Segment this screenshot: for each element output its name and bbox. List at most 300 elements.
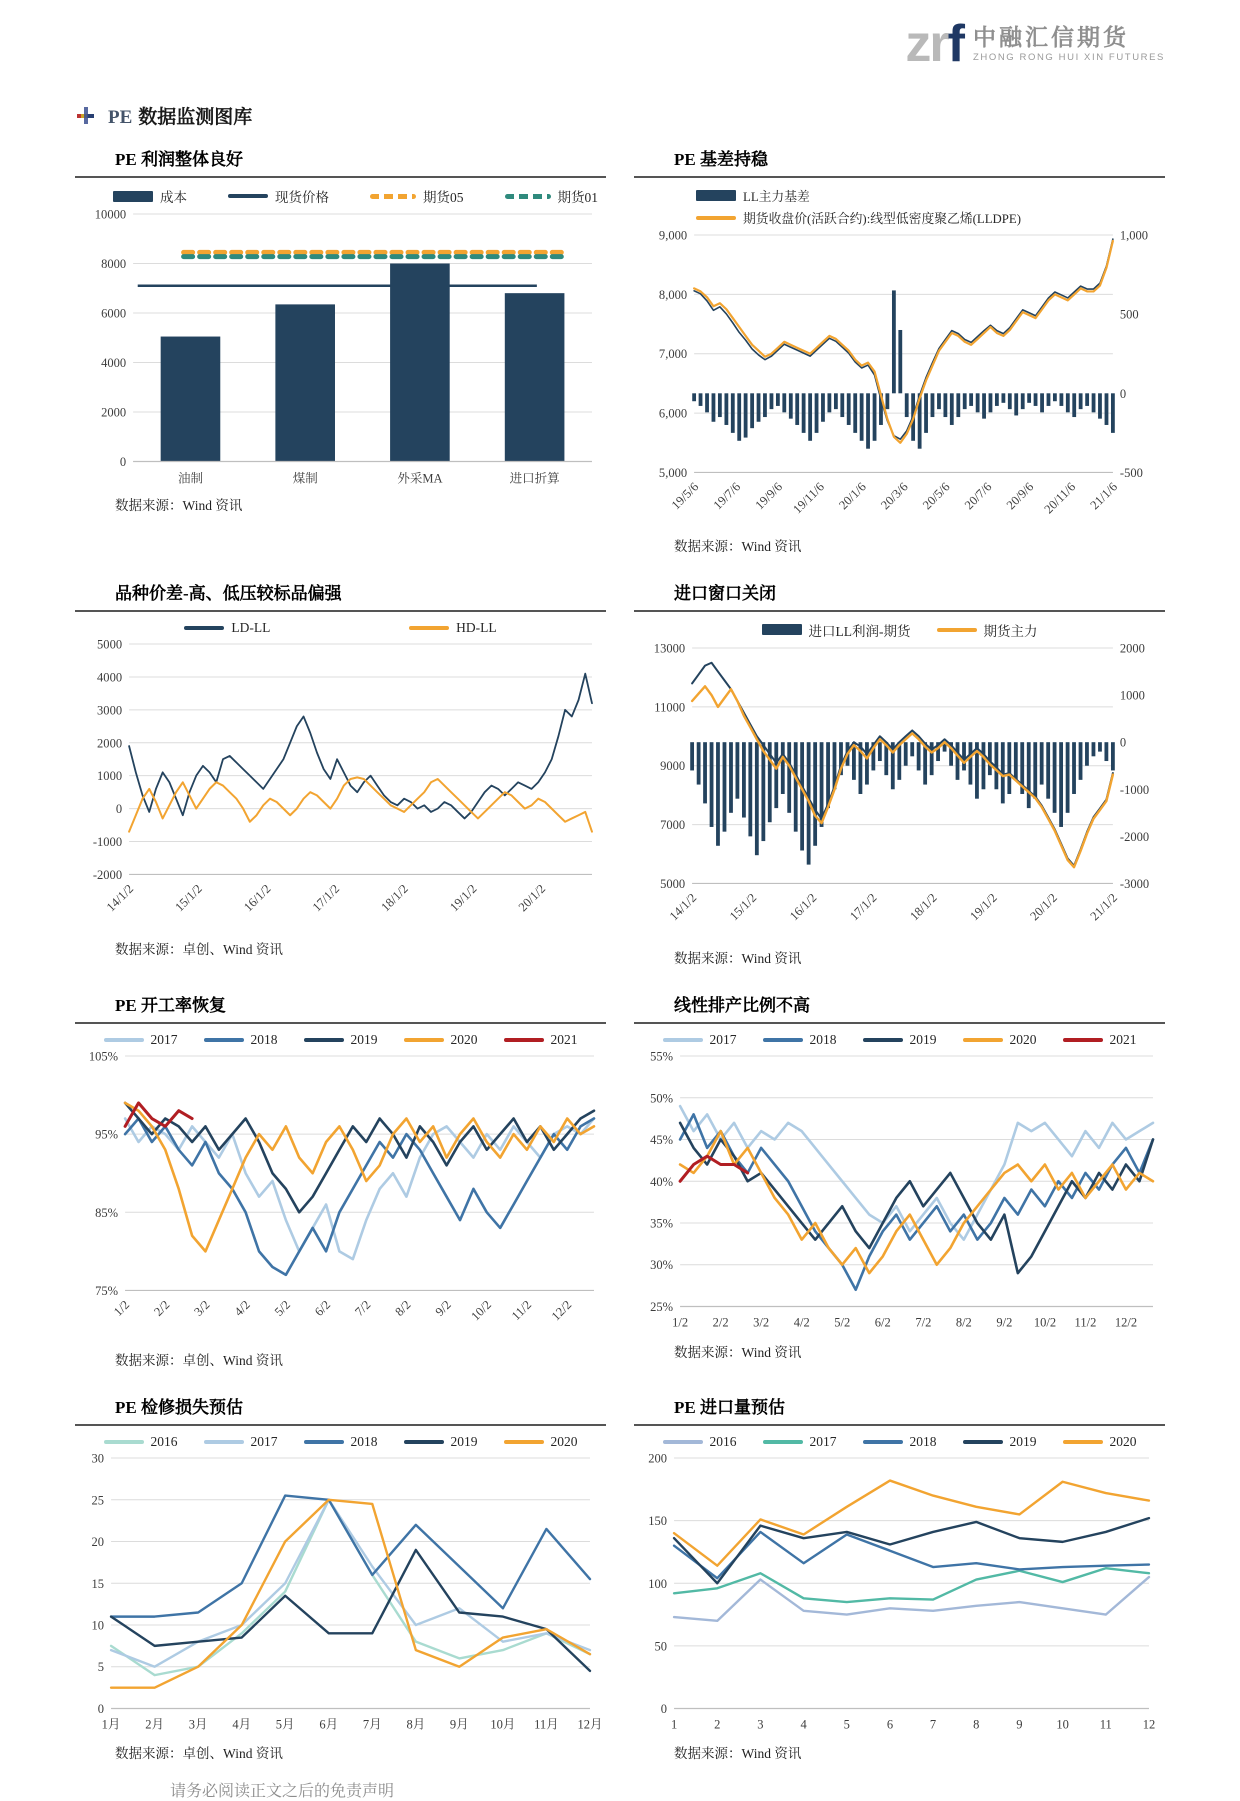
series-2016 xyxy=(111,1499,590,1674)
svg-text:4/2: 4/2 xyxy=(231,1297,253,1320)
legend-swatch-line-icon xyxy=(963,1038,1003,1042)
svg-text:6: 6 xyxy=(886,1717,894,1732)
svg-text:14/1/2: 14/1/2 xyxy=(666,890,700,923)
page-header xyxy=(75,15,1165,96)
svg-text:0: 0 xyxy=(97,1701,105,1716)
gridlines xyxy=(674,1458,1149,1708)
section-title-cn: 数据监测图库 xyxy=(138,107,253,128)
svg-text:油制: 油制 xyxy=(178,471,204,486)
chart-legend xyxy=(75,1032,606,1048)
legend-label: 2017 xyxy=(809,1433,837,1449)
legend-label: 2018 xyxy=(250,1032,278,1048)
legend-item xyxy=(370,186,464,206)
svg-text:10: 10 xyxy=(91,1618,105,1633)
legend-swatch-line-icon xyxy=(404,1440,444,1444)
svg-text:0: 0 xyxy=(115,801,123,816)
legend-label: 2021 xyxy=(1109,1032,1137,1048)
legend-label: 期货主力 xyxy=(983,623,1038,639)
legend-item xyxy=(504,1434,578,1450)
legend-swatch-line-icon xyxy=(184,626,224,630)
svg-text:55%: 55% xyxy=(650,1049,674,1064)
chart-svg xyxy=(75,636,606,937)
chart-source: 数据来源：Wind 资讯 xyxy=(674,538,802,554)
svg-text:2000: 2000 xyxy=(97,735,123,750)
svg-text:0: 0 xyxy=(1119,735,1127,750)
y-axis-left xyxy=(92,1451,105,1715)
svg-text:19/1/2: 19/1/2 xyxy=(967,890,1000,923)
svg-text:0: 0 xyxy=(660,1701,668,1716)
chart-title: 品种价差-高、低压较标品偏强 xyxy=(115,583,342,603)
legend-label: 期货05 xyxy=(423,190,464,205)
svg-text:19/7/6: 19/7/6 xyxy=(710,479,744,513)
legend-label: 2017 xyxy=(250,1433,278,1449)
section-title-pe: PE xyxy=(108,107,133,128)
svg-text:-3000: -3000 xyxy=(1119,876,1150,891)
svg-text:9/2: 9/2 xyxy=(996,1315,1013,1330)
legend-swatch-line-icon xyxy=(304,1038,344,1042)
section-heading xyxy=(77,102,1165,129)
svg-text:200: 200 xyxy=(648,1451,668,1466)
legend-item xyxy=(963,1434,1037,1450)
title-rule xyxy=(634,1424,1165,1426)
legend-label: 2021 xyxy=(550,1032,578,1048)
chart-svg xyxy=(634,227,1165,533)
chart-title: PE 检修损失预估 xyxy=(115,1397,243,1417)
svg-text:19/9/6: 19/9/6 xyxy=(752,479,786,513)
chart-legend xyxy=(634,620,1165,640)
svg-text:11/2: 11/2 xyxy=(1074,1315,1097,1330)
legend-item xyxy=(763,1032,837,1048)
chart-source: 数据来源：Wind 资讯 xyxy=(115,497,243,513)
chart-source: 数据来源：Wind 资讯 xyxy=(674,1344,802,1360)
legend-item xyxy=(404,1434,478,1450)
svg-text:2000: 2000 xyxy=(1119,641,1145,656)
svg-text:3000: 3000 xyxy=(97,702,123,717)
legend-swatch-line-icon xyxy=(504,1038,544,1042)
chart-panel-import-volume xyxy=(634,1381,1165,1773)
legend-item xyxy=(696,186,810,205)
legend-item xyxy=(663,1434,737,1450)
svg-text:1月: 1月 xyxy=(101,1717,121,1732)
svg-text:10/2: 10/2 xyxy=(468,1297,494,1324)
svg-text:4000: 4000 xyxy=(97,670,123,685)
legend-item xyxy=(104,1434,178,1450)
legend-item xyxy=(304,1434,378,1450)
legend-label: 2016 xyxy=(150,1433,178,1449)
svg-text:0: 0 xyxy=(1119,386,1127,401)
svg-text:8月: 8月 xyxy=(406,1717,426,1732)
svg-text:9000: 9000 xyxy=(660,758,686,773)
svg-text:100: 100 xyxy=(648,1576,668,1591)
x-axis xyxy=(178,471,560,486)
series-LD-LL xyxy=(129,673,592,818)
svg-text:2/2: 2/2 xyxy=(151,1297,173,1320)
svg-text:20/7/6: 20/7/6 xyxy=(961,479,995,513)
legend-item xyxy=(409,620,497,636)
svg-text:16/1/2: 16/1/2 xyxy=(786,890,820,923)
svg-text:12月: 12月 xyxy=(577,1717,603,1732)
legend-swatch-line-icon xyxy=(228,194,268,198)
chart-panel-basis xyxy=(634,133,1165,565)
svg-text:7,000: 7,000 xyxy=(658,347,688,362)
legend-label: HD-LL xyxy=(456,619,497,635)
svg-text:16/1/2: 16/1/2 xyxy=(241,881,274,914)
gridlines xyxy=(125,1056,594,1290)
svg-text:10: 10 xyxy=(1056,1717,1069,1732)
chart-source: 数据来源：Wind 资讯 xyxy=(674,951,802,967)
chart-figure xyxy=(75,620,606,937)
svg-text:45%: 45% xyxy=(650,1133,674,1148)
svg-text:10月: 10月 xyxy=(490,1717,516,1732)
chart-title: 线性排产比例不高 xyxy=(674,996,810,1016)
title-rule xyxy=(634,1022,1165,1024)
svg-text:12/2: 12/2 xyxy=(548,1297,575,1324)
chart-legend xyxy=(75,186,606,206)
svg-text:5000: 5000 xyxy=(97,637,123,652)
chart-svg xyxy=(634,1450,1165,1741)
svg-text:5,000: 5,000 xyxy=(658,465,688,480)
gridlines xyxy=(129,644,592,874)
svg-text:7月: 7月 xyxy=(362,1717,382,1732)
series-进口LL利润-期货 xyxy=(690,742,1115,864)
svg-text:11月: 11月 xyxy=(534,1717,559,1732)
legend-label: 2017 xyxy=(150,1032,178,1048)
svg-text:50: 50 xyxy=(654,1639,668,1654)
legend-item xyxy=(696,208,1021,227)
svg-text:15/1/2: 15/1/2 xyxy=(172,881,205,914)
legend-item xyxy=(963,1032,1037,1048)
svg-text:4: 4 xyxy=(800,1717,807,1732)
y-axis-left xyxy=(95,208,126,469)
legend-item xyxy=(404,1032,478,1048)
svg-text:-500: -500 xyxy=(1119,465,1143,480)
chart-figure xyxy=(634,1434,1165,1741)
logo-f: f xyxy=(947,15,963,73)
chart-figure xyxy=(75,1434,606,1741)
series-2018 xyxy=(125,1119,594,1275)
legend-label: 2019 xyxy=(350,1032,378,1048)
y-axis-right xyxy=(1120,641,1149,890)
svg-text:2/2: 2/2 xyxy=(712,1315,729,1330)
svg-text:30: 30 xyxy=(91,1451,105,1466)
svg-text:7: 7 xyxy=(929,1717,937,1732)
svg-text:85%: 85% xyxy=(95,1205,119,1220)
logo-zr: zr xyxy=(905,15,948,73)
svg-text:煤制: 煤制 xyxy=(292,471,318,486)
chart-title: PE 开工率恢复 xyxy=(115,996,226,1016)
legend-swatch-line-icon xyxy=(409,626,449,630)
y-axis-left xyxy=(89,1050,118,1298)
legend-label: LL主力基差 xyxy=(743,190,810,204)
legend-swatch-bar-icon xyxy=(113,191,153,202)
chart-svg xyxy=(75,1048,606,1347)
chart-legend xyxy=(75,620,606,636)
svg-text:20: 20 xyxy=(91,1534,105,1549)
legend-item xyxy=(663,1032,737,1048)
legend-label: 2020 xyxy=(550,1433,578,1449)
svg-text:5: 5 xyxy=(843,1717,850,1732)
chart-title: 进口窗口关闭 xyxy=(674,583,776,603)
chart-title: PE 基差持稳 xyxy=(674,150,768,169)
legend-item xyxy=(1063,1032,1137,1048)
svg-text:12: 12 xyxy=(1142,1717,1156,1732)
chart-legend xyxy=(634,1434,1165,1450)
title-rule xyxy=(75,1022,606,1024)
series-2019 xyxy=(111,1550,590,1671)
legend-item xyxy=(863,1032,937,1048)
chart-legend xyxy=(634,1032,1165,1048)
svg-text:5: 5 xyxy=(97,1659,105,1674)
svg-text:4月: 4月 xyxy=(232,1717,252,1732)
svg-text:40%: 40% xyxy=(650,1174,674,1189)
svg-text:17/1/2: 17/1/2 xyxy=(847,890,880,923)
svg-text:19/5/6: 19/5/6 xyxy=(668,479,702,513)
svg-text:8000: 8000 xyxy=(101,257,127,272)
svg-text:8: 8 xyxy=(973,1717,980,1732)
svg-text:6,000: 6,000 xyxy=(658,406,688,421)
disclaimer-note: 请务必阅读正文之后的免责声明 xyxy=(170,1783,395,1801)
svg-text:1: 1 xyxy=(670,1717,678,1732)
title-rule xyxy=(75,1424,606,1426)
y-axis-left xyxy=(648,1451,667,1715)
svg-text:18/1/2: 18/1/2 xyxy=(378,881,411,914)
legend-label: 现货价格 xyxy=(275,190,329,205)
svg-text:8/2: 8/2 xyxy=(392,1297,414,1320)
svg-text:外采MA: 外采MA xyxy=(397,471,443,486)
svg-text:9/2: 9/2 xyxy=(432,1297,454,1320)
legend-item xyxy=(184,620,270,636)
series-HD-LL xyxy=(129,777,592,831)
legend-swatch-line-icon xyxy=(1063,1038,1103,1042)
x-axis xyxy=(671,1717,1155,1731)
svg-text:进口折算: 进口折算 xyxy=(509,471,560,486)
svg-text:7000: 7000 xyxy=(660,817,686,832)
svg-text:2000: 2000 xyxy=(101,405,127,420)
svg-text:75%: 75% xyxy=(95,1284,119,1299)
title-rule xyxy=(75,610,606,612)
legend-label: 2020 xyxy=(1009,1032,1037,1048)
legend-label: 2018 xyxy=(350,1433,378,1449)
svg-text:13000: 13000 xyxy=(653,641,686,656)
legend-item xyxy=(505,186,599,206)
svg-text:6/2: 6/2 xyxy=(311,1297,334,1320)
svg-text:3/2: 3/2 xyxy=(753,1315,770,1330)
chart-figure xyxy=(634,620,1165,946)
svg-text:7/2: 7/2 xyxy=(915,1315,932,1330)
legend-item xyxy=(104,1032,178,1048)
svg-text:50%: 50% xyxy=(650,1091,674,1106)
svg-text:21/1/2: 21/1/2 xyxy=(1087,890,1121,923)
svg-text:20/11/6: 20/11/6 xyxy=(1041,479,1079,517)
company-logo xyxy=(905,15,1165,73)
legend-swatch-line-icon xyxy=(204,1038,244,1042)
svg-text:18/1/2: 18/1/2 xyxy=(907,890,940,923)
legend-swatch-line-icon xyxy=(104,1038,144,1042)
chart-source: 数据来源：卓创、Wind 资讯 xyxy=(115,1746,283,1762)
chart-panel-maintenance-loss xyxy=(75,1381,606,1773)
gridlines xyxy=(111,1458,590,1708)
legend-label: 2020 xyxy=(1109,1433,1137,1449)
x-axis xyxy=(102,1717,603,1731)
company-name-cn: 中融汇信期货 xyxy=(972,25,1129,51)
svg-text:1/2: 1/2 xyxy=(111,1297,133,1320)
series-2017 xyxy=(674,1568,1149,1602)
svg-text:-1000: -1000 xyxy=(92,834,123,849)
chart-panel-linear-ratio xyxy=(634,979,1165,1379)
legend-swatch-line-icon xyxy=(204,1440,244,1444)
legend-label: 进口LL利润-期货 xyxy=(808,623,911,639)
title-rule xyxy=(634,176,1165,178)
chart-panel-operating-rate xyxy=(75,979,606,1379)
legend-swatch-line-icon xyxy=(937,628,977,632)
svg-text:5/2: 5/2 xyxy=(834,1315,851,1330)
svg-text:19/1/2: 19/1/2 xyxy=(447,881,480,914)
legend-label: 2019 xyxy=(909,1032,937,1048)
svg-text:3: 3 xyxy=(757,1717,764,1732)
y-axis-left xyxy=(93,637,122,881)
svg-text:95%: 95% xyxy=(95,1127,119,1142)
svg-text:5/2: 5/2 xyxy=(271,1297,294,1320)
y-axis-left xyxy=(650,1050,673,1314)
svg-text:6000: 6000 xyxy=(101,306,127,321)
svg-text:15: 15 xyxy=(91,1576,105,1591)
chart-svg xyxy=(634,640,1165,946)
charts-grid xyxy=(75,133,1165,1774)
legend-label: 2016 xyxy=(709,1433,737,1449)
legend-swatch-line-icon xyxy=(763,1440,803,1444)
legend-label: 成本 xyxy=(160,190,187,205)
legend-swatch-line-icon xyxy=(696,216,736,220)
legend-swatch-line-icon xyxy=(863,1440,903,1444)
y-axis-left xyxy=(654,641,685,890)
svg-text:35%: 35% xyxy=(650,1216,674,1231)
legend-swatch-line-icon xyxy=(1063,1440,1103,1444)
series-2018 xyxy=(111,1495,590,1616)
svg-text:11000: 11000 xyxy=(654,699,686,714)
legend-label: 2019 xyxy=(450,1433,478,1449)
svg-text:6/2: 6/2 xyxy=(874,1315,891,1330)
legend-swatch-line-icon xyxy=(863,1038,903,1042)
svg-text:17/1/2: 17/1/2 xyxy=(309,881,343,914)
svg-text:11: 11 xyxy=(1099,1717,1112,1732)
svg-text:4/2: 4/2 xyxy=(793,1315,810,1330)
svg-text:19/11/6: 19/11/6 xyxy=(790,479,827,517)
legend-label: 2020 xyxy=(450,1032,478,1048)
legend-swatch-bar-icon xyxy=(696,190,736,201)
x-axis xyxy=(672,1316,1137,1330)
legend-swatch-line-icon xyxy=(663,1440,703,1444)
svg-text:2: 2 xyxy=(714,1717,721,1732)
svg-text:7/2: 7/2 xyxy=(352,1297,374,1320)
legend-item xyxy=(762,620,911,640)
chart-panel-import-window xyxy=(634,567,1165,978)
svg-text:20/9/6: 20/9/6 xyxy=(1003,479,1037,513)
legend-item xyxy=(228,186,329,206)
chart-legend xyxy=(634,186,1165,227)
svg-text:10/2: 10/2 xyxy=(1033,1315,1057,1330)
legend-label: 期货收盘价(活跃合约):线型低密度聚乙烯(LLDPE) xyxy=(743,212,1021,226)
section-bullet-icon xyxy=(77,107,94,124)
svg-text:8,000: 8,000 xyxy=(658,287,688,302)
svg-text:30%: 30% xyxy=(650,1258,674,1273)
chart-figure xyxy=(634,1032,1165,1339)
chart-title: PE 进口量预估 xyxy=(674,1397,785,1417)
x-axis xyxy=(667,890,1120,923)
svg-text:105%: 105% xyxy=(88,1049,119,1064)
legend-item xyxy=(204,1434,278,1450)
y-axis-right xyxy=(1120,229,1148,480)
svg-text:20/1/2: 20/1/2 xyxy=(515,881,549,914)
svg-text:25: 25 xyxy=(91,1492,105,1507)
svg-text:150: 150 xyxy=(648,1513,668,1528)
svg-text:9月: 9月 xyxy=(449,1717,469,1732)
company-name-en: ZHONG RONG HUI XIN FUTURES xyxy=(972,51,1165,63)
x-axis xyxy=(669,480,1120,517)
legend-swatch-line-icon xyxy=(504,1440,544,1444)
legend-swatch-line-icon xyxy=(663,1038,703,1042)
title-rule xyxy=(75,176,606,178)
svg-text:5000: 5000 xyxy=(660,876,686,891)
chart-source: 数据来源：Wind 资讯 xyxy=(674,1746,802,1762)
y-axis-left xyxy=(659,229,687,480)
series-2019 xyxy=(674,1518,1149,1583)
svg-text:20/5/6: 20/5/6 xyxy=(919,479,953,513)
legend-swatch-dash-icon xyxy=(505,194,551,199)
series-2017 xyxy=(680,1106,1153,1240)
chart-source: 数据来源：卓创、Wind 资讯 xyxy=(115,942,283,958)
legend-item xyxy=(1063,1434,1137,1450)
legend-label: 期货01 xyxy=(557,190,598,205)
chart-svg xyxy=(634,1048,1165,1339)
legend-swatch-line-icon xyxy=(963,1440,1003,1444)
chart-svg xyxy=(75,206,606,492)
section-title xyxy=(108,102,252,129)
chart-title: PE 利润整体良好 xyxy=(115,150,243,169)
svg-text:21/1/6: 21/1/6 xyxy=(1087,479,1121,513)
svg-text:8/2: 8/2 xyxy=(955,1315,972,1330)
svg-text:20/3/6: 20/3/6 xyxy=(878,479,911,513)
chart-figure xyxy=(75,186,606,492)
legend-item xyxy=(863,1434,937,1450)
title-rule xyxy=(634,610,1165,612)
chart-legend xyxy=(75,1434,606,1450)
logo-mark-icon xyxy=(905,15,963,73)
chart-figure xyxy=(634,186,1165,533)
svg-text:6月: 6月 xyxy=(319,1717,339,1732)
chart-svg xyxy=(75,1450,606,1741)
legend-label: LD-LL xyxy=(231,619,271,635)
svg-text:20/1/2: 20/1/2 xyxy=(1027,890,1060,923)
series-2020 xyxy=(674,1480,1149,1565)
chart-panel-profit xyxy=(75,133,606,565)
svg-text:9,000: 9,000 xyxy=(658,228,688,243)
legend-swatch-line-icon xyxy=(763,1038,803,1042)
legend-item xyxy=(113,186,187,206)
legend-item xyxy=(304,1032,378,1048)
svg-text:1,000: 1,000 xyxy=(1119,228,1149,243)
legend-label: 2019 xyxy=(1009,1433,1037,1449)
svg-text:10000: 10000 xyxy=(94,207,127,222)
legend-item xyxy=(504,1032,578,1048)
legend-label: 2018 xyxy=(909,1433,937,1449)
svg-text:12/2: 12/2 xyxy=(1114,1315,1138,1330)
legend-swatch-line-icon xyxy=(104,1440,144,1444)
legend-item xyxy=(763,1434,837,1450)
svg-text:20/1/6: 20/1/6 xyxy=(836,479,869,513)
legend-item xyxy=(937,620,1038,640)
svg-text:3月: 3月 xyxy=(188,1717,208,1732)
series-2018 xyxy=(680,1115,1153,1290)
